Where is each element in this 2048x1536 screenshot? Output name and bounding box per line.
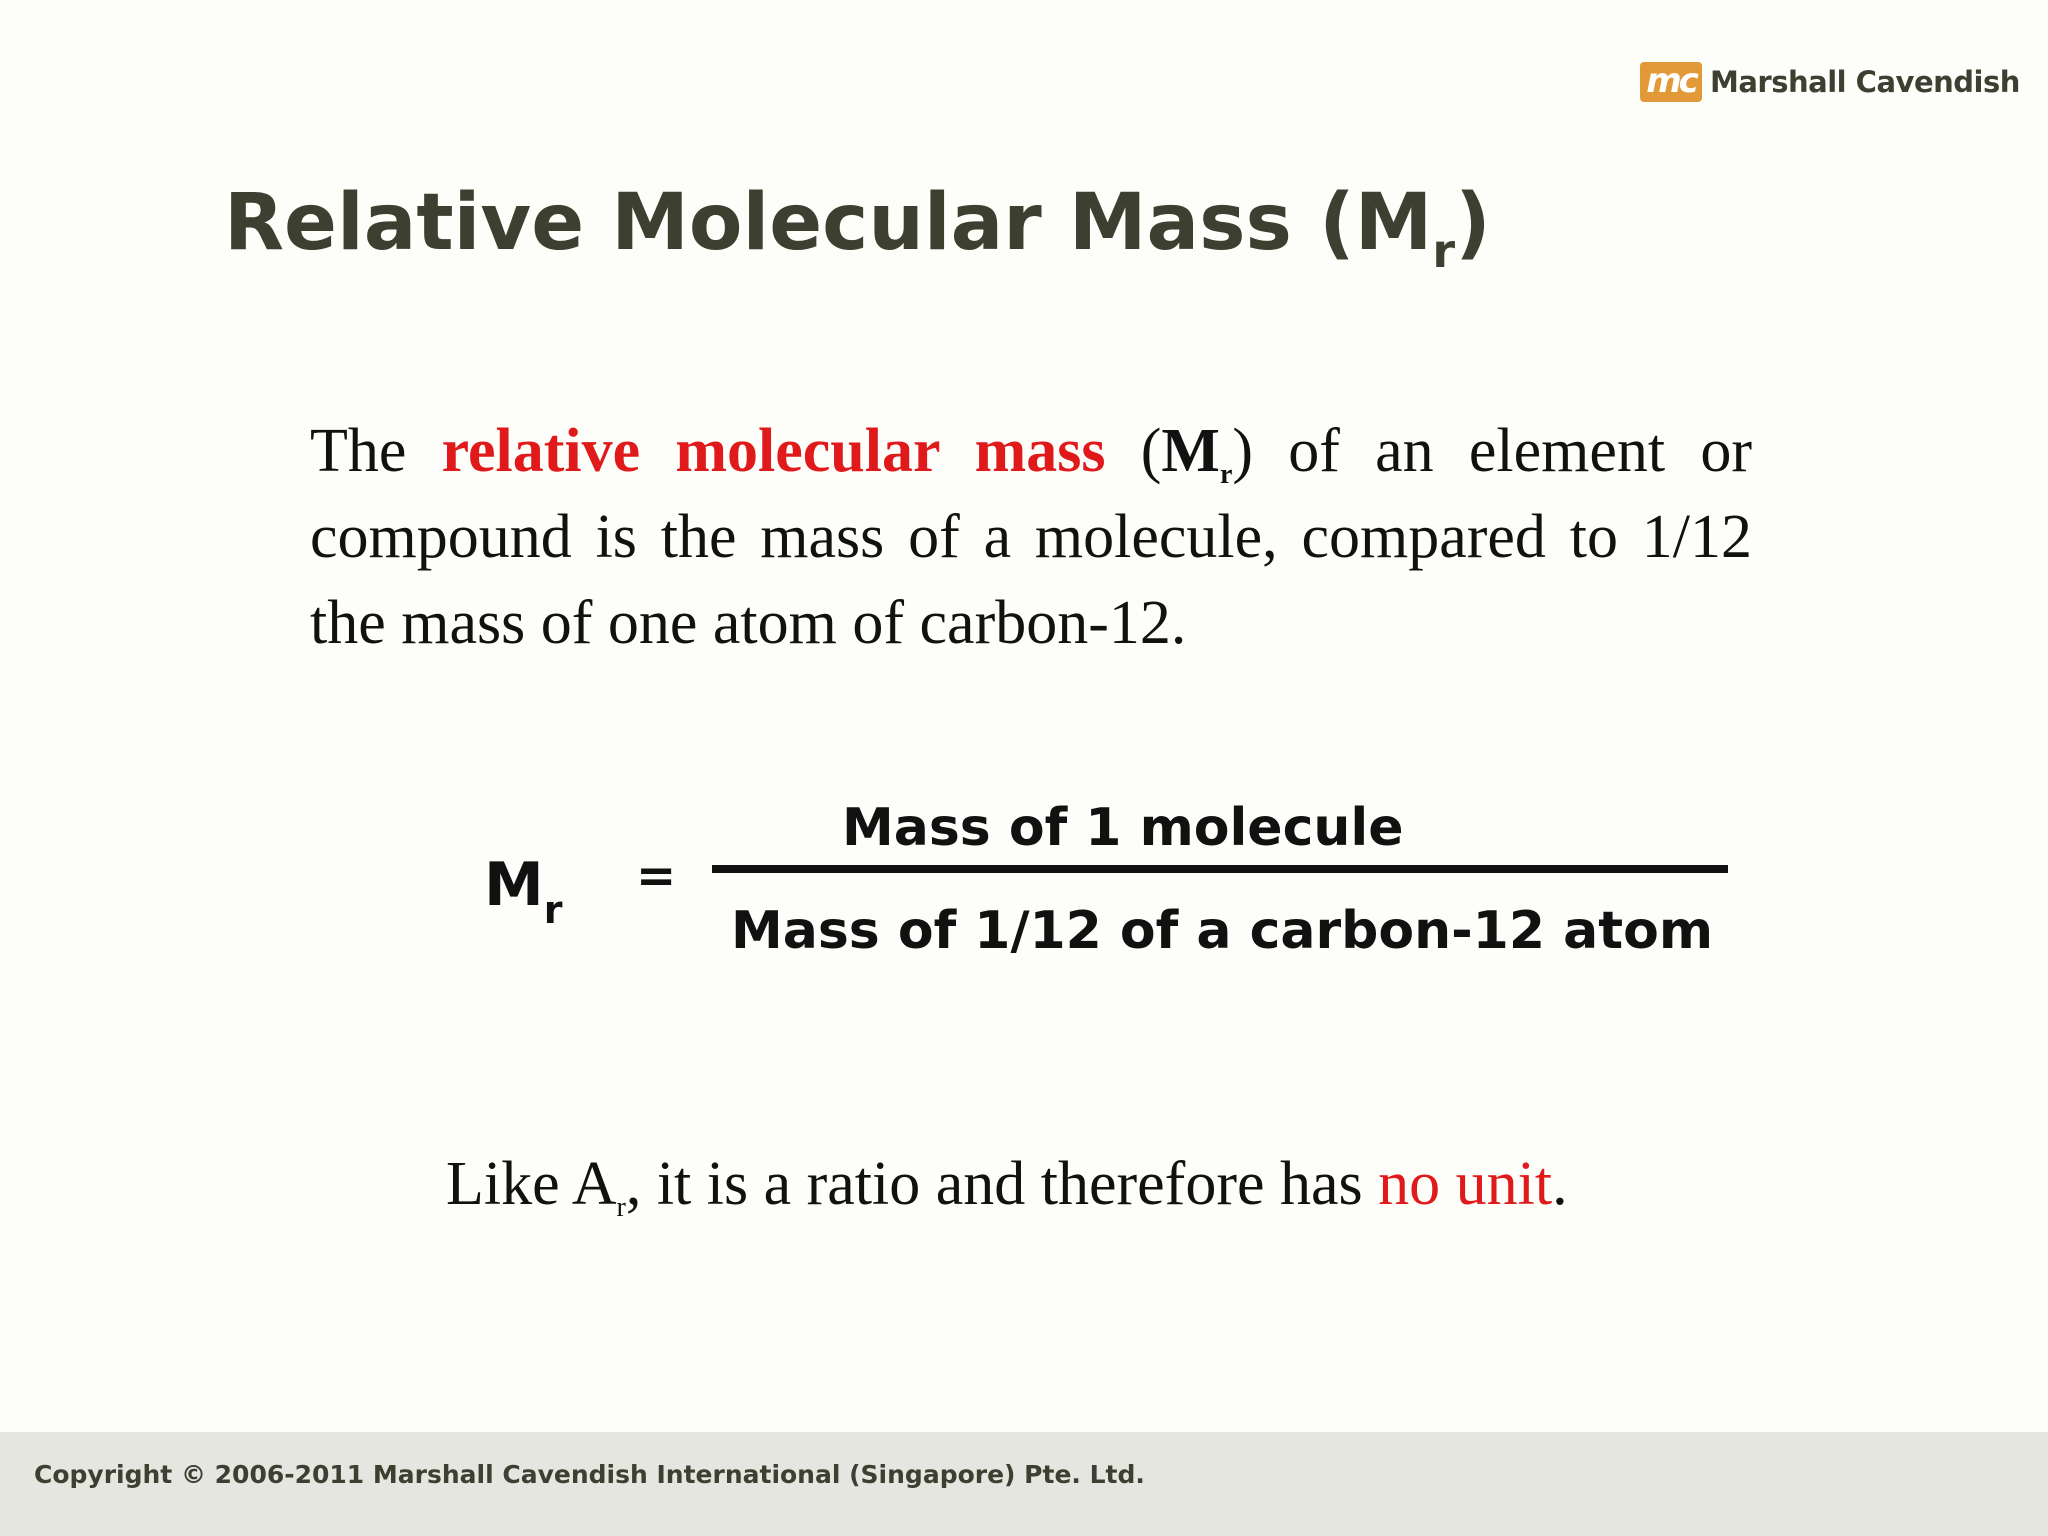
title-subscript: r [1432, 224, 1456, 278]
footer-bar [0, 1432, 2048, 1536]
definition-body: ) of an element or compound is the mass of a molecule, compared to 1/12 the mass of one atom of carbon-12. [310, 417, 1752, 657]
note-body: , it is a ratio and therefore has [625, 1150, 1379, 1218]
unit-note [446, 1148, 1568, 1223]
formula-denominator: Mass of 1/12 of a carbon-12 atom [731, 901, 1714, 961]
formula-lhs-symbol: M [484, 850, 544, 920]
note-end: . [1552, 1150, 1568, 1218]
mc-logo-mark: mc [1640, 62, 1702, 102]
definition-symbol: M [1161, 417, 1220, 485]
definition-paragraph [310, 408, 1752, 666]
title-main: Relative Molecular Mass (M [224, 178, 1433, 268]
note-highlight: no unit [1378, 1150, 1553, 1218]
definition-symbol-subscript: r [1219, 459, 1233, 490]
title-close: ) [1455, 178, 1491, 268]
logo-text: Marshall Cavendish [1710, 65, 2020, 99]
definition-intro: The [310, 417, 442, 485]
definition-open-paren: ( [1105, 417, 1162, 485]
formula-equals-sign: = [636, 848, 677, 904]
definition-term: relative molecular mass [441, 417, 1106, 485]
formula-lhs [484, 850, 563, 932]
slide-title [224, 178, 1491, 278]
copyright-text: Copyright © 2006-2011 Marshall Cavendish International (Singapore) Pte. Ltd. [34, 1460, 1145, 1489]
note-subscript: r [616, 1192, 626, 1223]
fraction-bar [712, 865, 1728, 873]
note-intro: Like A [446, 1150, 617, 1218]
publisher-logo [1640, 60, 2020, 104]
formula-lhs-subscript: r [543, 888, 563, 932]
formula-numerator: Mass of 1 molecule [842, 798, 1404, 858]
